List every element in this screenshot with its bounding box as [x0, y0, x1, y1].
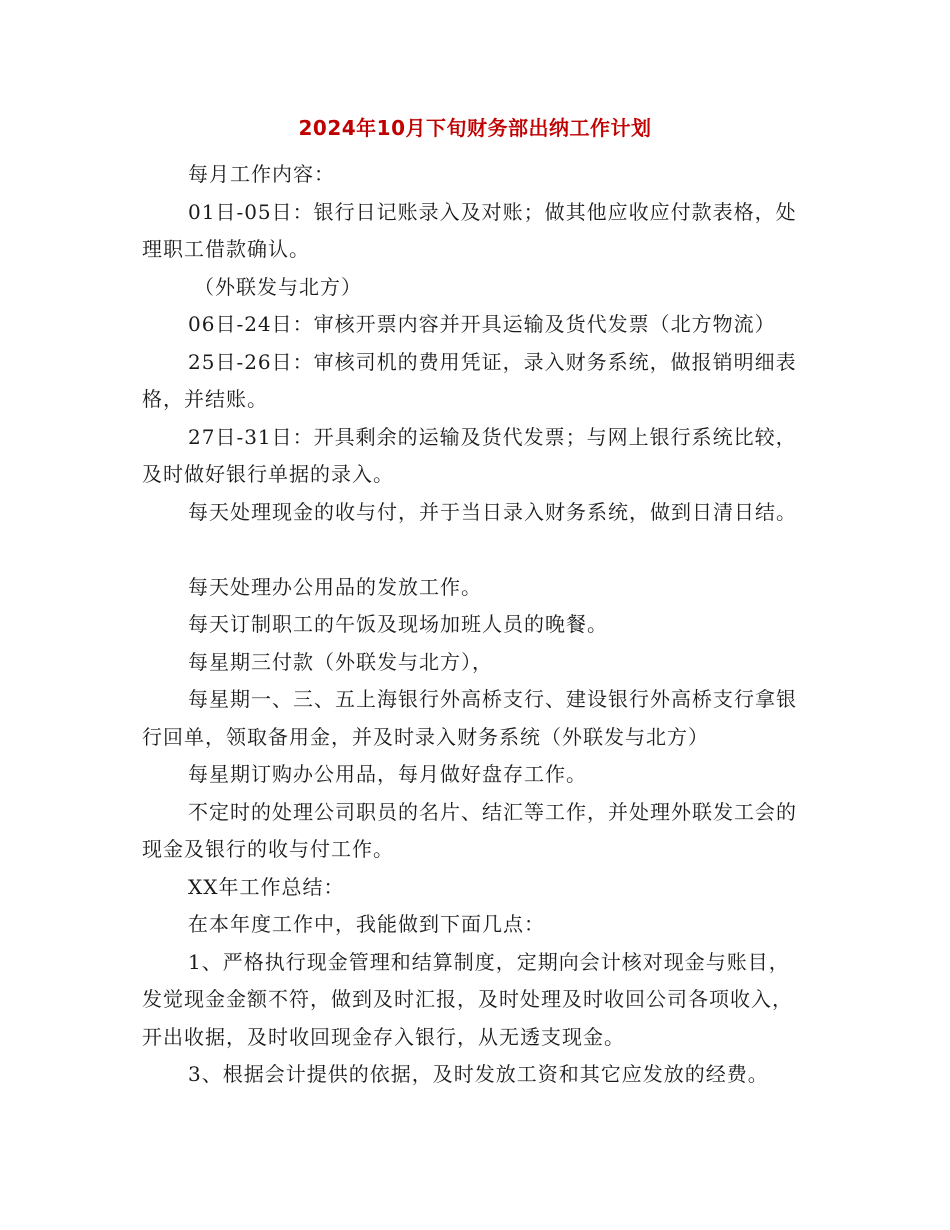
blank-line — [142, 531, 810, 569]
paragraph-day-25-26: 25日-26日：审核司机的费用凭证，录入财务系统，做报销明细表格，并结账。 — [142, 349, 797, 411]
paragraph-daily-cash: 每天处理现金的收与付，并于当日录入财务系统，做到日清日结。 — [188, 499, 797, 524]
paragraph-bank-receipts: 每星期一、三、五上海银行外高桥支行、建设银行外高桥支行拿银行回单，领取备用金，并及时录入财务系统（外联发与北方） — [142, 687, 797, 749]
paragraph-day-01-05: 01日-05日：银行日记账录入及对账；做其他应收应付款表格，处理职工借款确认。 — [142, 199, 797, 261]
paragraph-monthly-heading: 每月工作内容： — [188, 162, 335, 186]
paragraph-meals: 每天订制职工的午饭及现场加班人员的晚餐。 — [188, 612, 608, 636]
document-body — [142, 156, 810, 1094]
document-title: 2024年10月下旬财务部出纳工作计划 — [298, 116, 652, 140]
paragraph-day-06-24: 06日-24日：审核开票内容并开具运输及货代发票（北方物流） — [188, 312, 776, 336]
paragraph-scope-note: （外联发与北方） — [194, 274, 362, 299]
paragraph-summary-item-1: 1、严格执行现金管理和结算制度，定期向会计核对现金与账目，发觉现金金额不符，做到及时汇报，及时处理及时收回公司各项收入，开出收据，及时收回现金存入银行，从无透支现金。 — [142, 949, 793, 1049]
paragraph-day-27-31: 27日-31日：开具剩余的运输及货代发票；与网上银行系统比较，及时做好银行单据的录入。 — [142, 424, 797, 486]
paragraph-wednesday-payment: 每星期三付款（外联发与北方）， — [188, 649, 493, 674]
paragraph-irregular-tasks: 不定时的处理公司职员的名片、结汇等工作，并处理外联发工会的现金及银行的收与付工作。 — [142, 799, 797, 861]
paragraph-purchase-supplies: 每星期订购办公用品，每月做好盘存工作。 — [188, 762, 587, 786]
paragraph-summary-intro: 在本年度工作中，我能做到下面几点： — [188, 912, 545, 936]
paragraph-office-supplies: 每天处理办公用品的发放工作。 — [188, 574, 482, 599]
paragraph-summary-item-3: 3、根据会计提供的依据，及时发放工资和其它应发放的经费。 — [188, 1062, 769, 1086]
paragraph-summary-heading: XX年工作总结： — [188, 874, 345, 899]
